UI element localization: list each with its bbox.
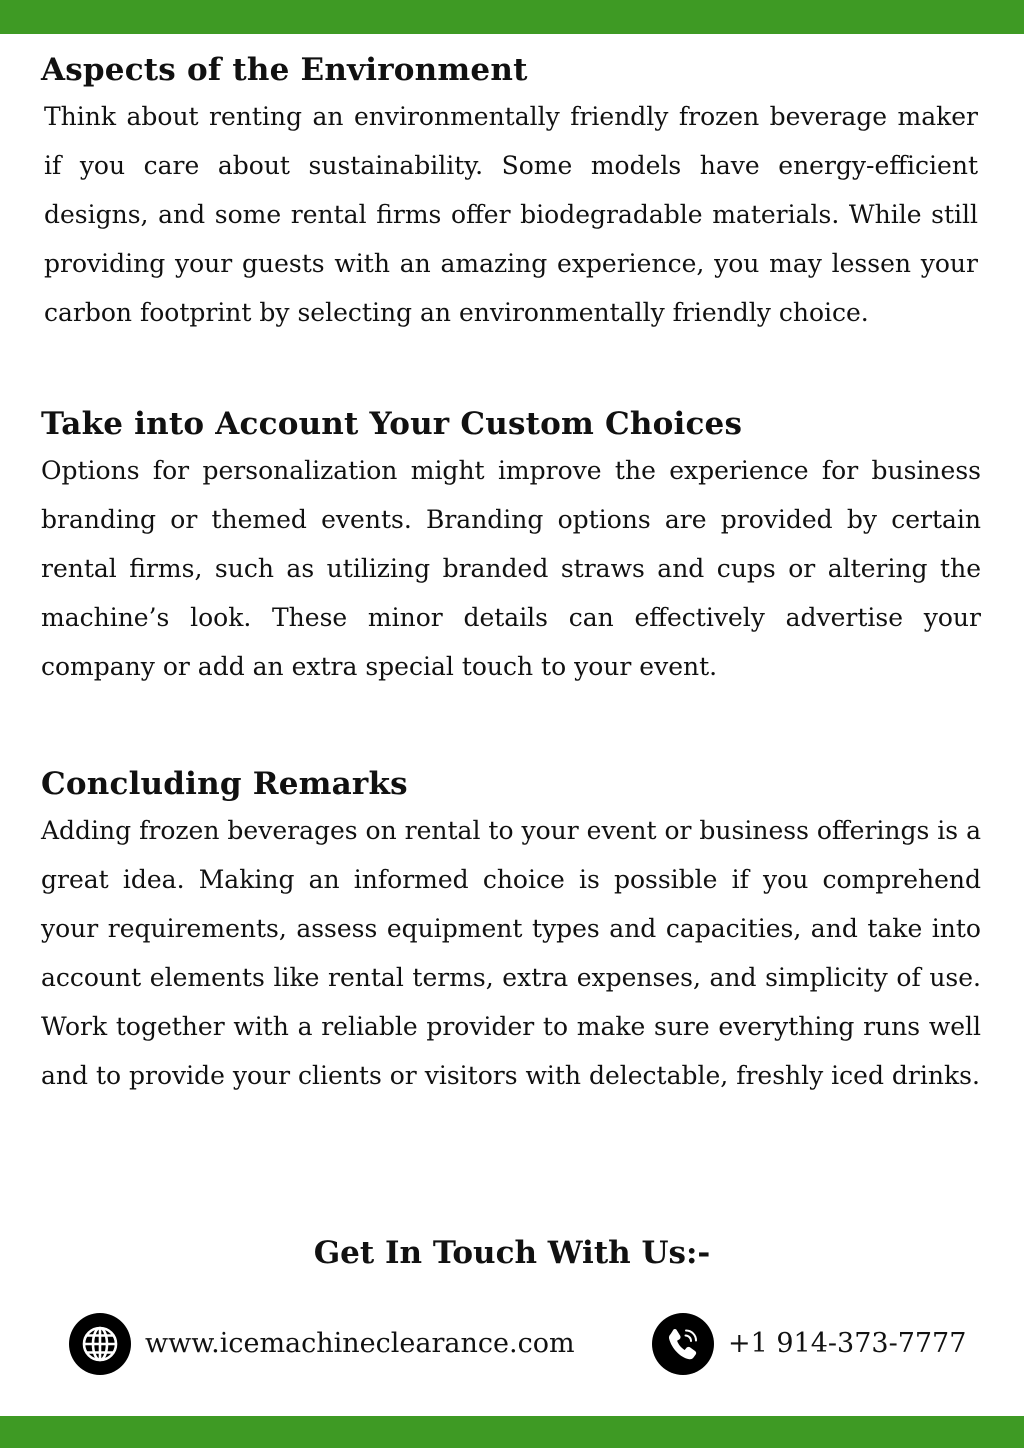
website-link[interactable]: www.icemachineclearance.com [145, 1328, 575, 1359]
contact-phone[interactable] [652, 1313, 966, 1375]
section-environment [41, 52, 981, 337]
section-concluding-remarks [41, 766, 981, 1100]
section-paragraph: Adding frozen beverages on rental to your event or business offerings is a great idea. Making an informed choice is possible if you comprehend your requirements, assess equipment types and capacities, and take into account elements like rental terms, extra expenses, and simplicity of use. Work together with a reliable provider to make sure everything runs well and to provide your clients or visitors with delectable, freshly iced drinks. [41, 816, 981, 1090]
globe-icon [69, 1313, 131, 1375]
top-accent-bar [0, 0, 1024, 34]
contact-website[interactable] [69, 1313, 575, 1375]
section-heading: Aspects of the Environment [41, 52, 528, 88]
section-paragraph: Options for personalization might improve the experience for business branding or themed events. Branding options are provided by certain rental firms, such as utilizing branded straws and cups or altering the machine’s look. These minor details can effectively advertise your company or add an extra special touch to your event. [41, 456, 981, 681]
section-paragraph: Think about renting an environmentally friendly frozen beverage maker if you care about sustainability. Some models have energy-efficient designs, and some rental firms offer biodegradable materials. While still providing your guests with an amazing experience, you may lessen your carbon footprint by selecting an environmentally friendly choice. [44, 102, 978, 327]
section-heading: Take into Account Your Custom Choices [41, 406, 743, 442]
contact-title: Get In Touch With Us:- [313, 1235, 711, 1271]
phone-number[interactable]: +1 914-373-7777 [728, 1328, 967, 1359]
bottom-accent-bar [0, 1416, 1024, 1448]
phone-icon [652, 1313, 714, 1375]
section-heading: Concluding Remarks [41, 766, 408, 802]
section-custom-choices [41, 406, 981, 691]
